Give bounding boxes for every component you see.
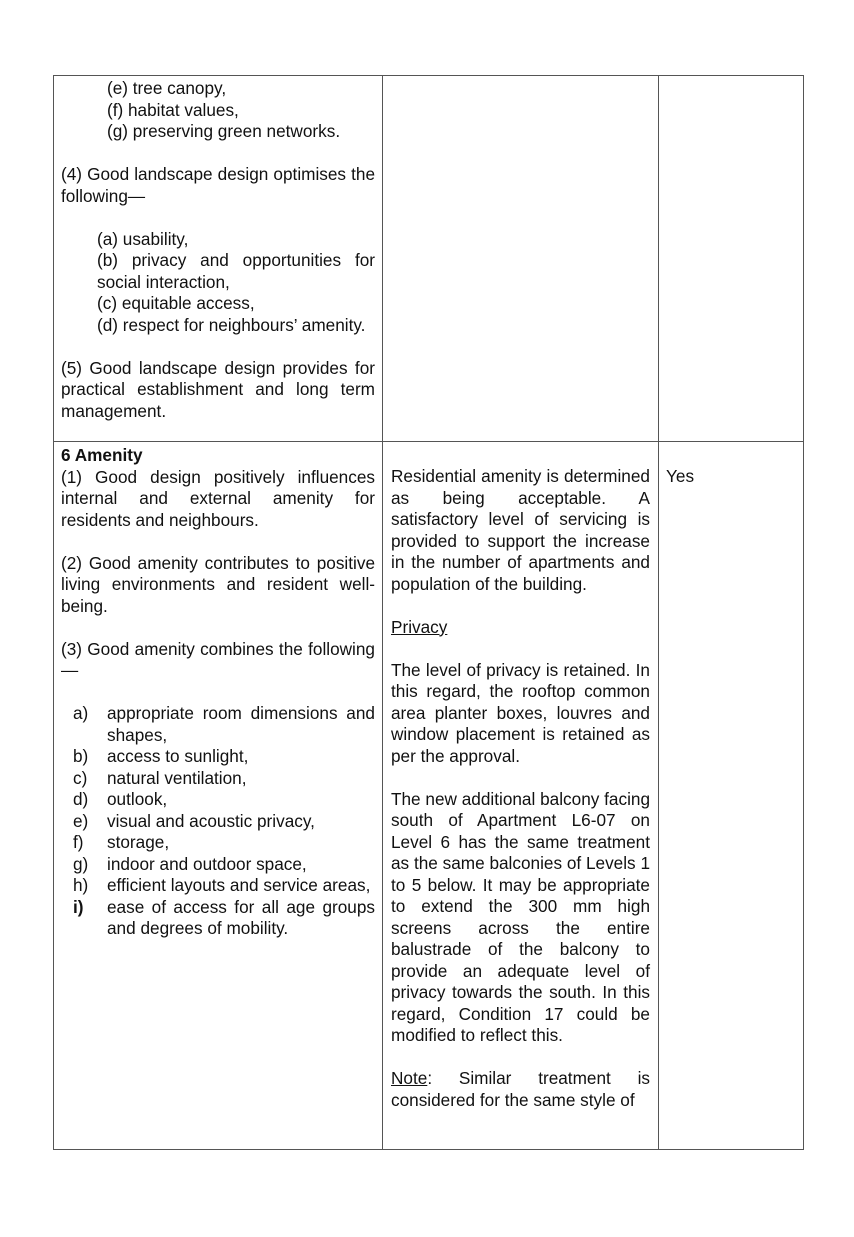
principle-cell: [54, 76, 383, 442]
list-item: b) access to sunlight,: [73, 746, 249, 766]
amenity-list: [61, 703, 375, 940]
list-item: (c) equitable access,: [97, 293, 255, 313]
compliance-value: Yes: [666, 466, 695, 486]
list-item: e) visual and acoustic privacy,: [73, 810, 315, 831]
list-item: i) ease of access for all age groups and degrees of mobility.: [73, 896, 375, 938]
list-item: (f) habitat values,: [107, 99, 239, 120]
list-item: (d) respect for neighbours’ amenity.: [97, 314, 366, 335]
compliance-cell: [659, 76, 804, 442]
list-item: h) efficient layouts and service areas,: [73, 875, 371, 895]
table-row: [54, 76, 804, 442]
assessment-table: [53, 75, 804, 1150]
amenity-p3: (3) Good amenity combines the following—: [61, 638, 375, 680]
assessment-p3: The new additional balcony facing south of Apartment L6-07 on Level 6 has the same treatment as the same balconies of Levels 1 to 5 below. It may be appropriate to extend the 300 mm high screens across the entire balustrade of the balcony to provide an adequate level of privacy towards the south. In this regard, Condition 17 could be modified to reflect this.: [391, 788, 650, 1045]
list-item: (g) preserving green networks.: [107, 121, 341, 141]
note-label: Note: [391, 1068, 428, 1088]
compliance-cell: [659, 442, 804, 1150]
principle-cell: [54, 442, 383, 1150]
landscape-items-4: [61, 229, 375, 337]
table-row: [54, 442, 804, 1150]
assessment-note: [391, 1068, 650, 1111]
paragraph-5: (5) Good landscape design provides for practical establishment and long term management.: [61, 357, 375, 421]
list-item: c) natural ventilation,: [73, 767, 247, 788]
landscape-items-top: [61, 78, 375, 143]
list-item: g) indoor and outdoor space,: [73, 853, 307, 874]
list-item: (b) privacy and opportunities for social interaction,: [97, 250, 375, 292]
list-item: (e) tree canopy,: [107, 78, 227, 98]
list-item: a) appropriate room dimensions and shapes,: [73, 703, 375, 745]
assessment-cell: [383, 76, 659, 442]
list-item: (a) usability,: [97, 228, 189, 249]
list-item: d) outlook,: [73, 789, 168, 809]
amenity-p1: (1) Good design positively influences internal and external amenity for residents and neighbours.: [61, 466, 375, 530]
amenity-p2: (2) Good amenity contributes to positive living environments and resident well-being.: [61, 552, 375, 616]
assessment-cell: [383, 442, 659, 1150]
assessment-p1: Residential amenity is determined as being acceptable. A satisfactory level of servicing is provided to support the increase in the number of apartments and population of the building.: [391, 466, 650, 594]
privacy-heading: Privacy: [391, 616, 448, 637]
section-heading: 6 Amenity: [61, 445, 143, 465]
assessment-p2: The level of privacy is retained. In this regard, the rooftop common area planter boxes, louvres and window placement is retained as per the approval.: [391, 659, 650, 766]
list-item: f) storage,: [73, 832, 170, 852]
note-text: : Similar treatment is considered for the same style of: [391, 1068, 650, 1110]
paragraph-4: (4) Good landscape design optimises the following—: [61, 164, 375, 206]
